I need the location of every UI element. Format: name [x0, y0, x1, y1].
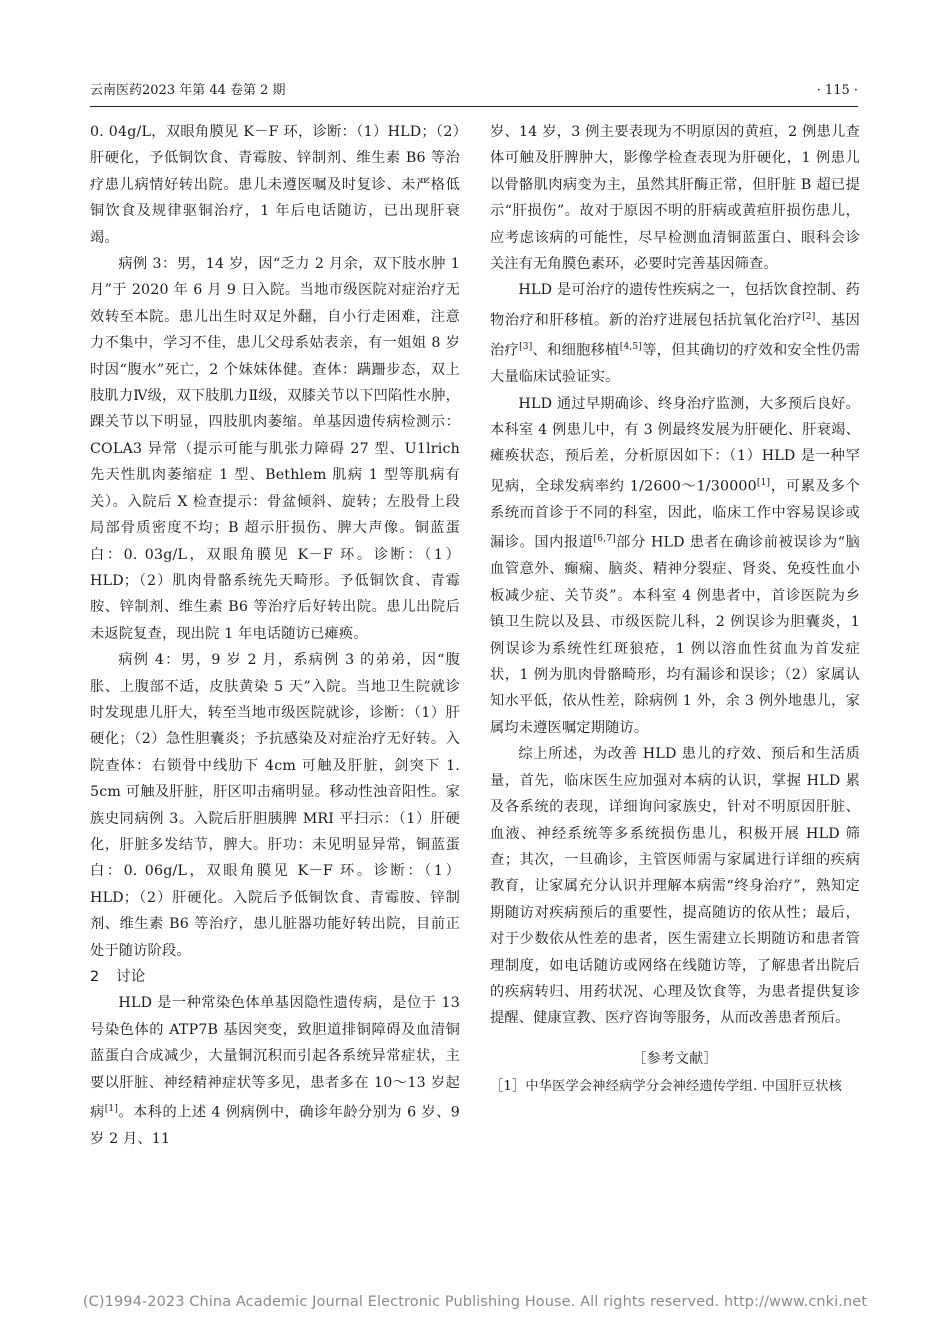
citation-4-5: [4,5]: [619, 341, 643, 352]
citation-1: [1]: [104, 1104, 119, 1115]
journal-name: 云南医药2023 年第 44 卷第 2 期: [90, 83, 286, 98]
header-rule: [90, 106, 858, 107]
citation-3: [3]: [519, 341, 533, 352]
reference-item-1: ［1］中华医学会神经病学分会神经遗传学组. 中国肝豆状核: [490, 1079, 843, 1095]
section-heading-discussion: [90, 964, 460, 990]
citation-1b: [1]: [756, 477, 771, 488]
discussion-paragraph-1: HLD 是一种常染色体单基因隐性遗传病，是位于 13 号染色体的 ATP7B 基因突变，致胆道排铜障碍及血清铜蓝蛋白合成减少，大量铜沉积而引起各系统异常症状，主要以肝脏、神经精神症状等多见，患者多在 10～13 岁起病[1]。本科的上述 4 例病例中，确诊年龄分别为 6 岁、9 岁 2 月、11: [90, 995, 460, 1148]
prognosis-paragraph: HLD 通过早期确诊、终身治疗监测，大多预后良好。本科室 4 例患儿中，有 3 例最终发展为肝硬化、肝衰竭、瘫痪状态，预后差，分析原因如下：（1）HLD 是一种罕见病，全球发病率约 1/2600～1/30000[1]，可累及多个系统而首诊于不同的科室，因此，临床工作中容易误诊或漏诊。国内报道[6,7]部分 HLD 患者在确诊前被误诊为“脑血管意外、癫痫、脑炎、精神分裂症、肾炎、免疫性血小板减少症、关节炎”。本科室 4 例患者中，首诊医院为乡镇卫生院以及县、市级医院儿科，2 例误诊为胆囊炎，1 例误诊为系统性红斑狼疮，1 例以溶血性贫血为首发症状，1 例为肌肉骨骼畸形，均有漏诊和误诊；（2）家属认知水平低，依从性差，除病例 1 外，余 3 例外地患儿，家属均未遵医嘱定期随访。: [490, 395, 860, 736]
left-column: [90, 119, 460, 1153]
running-header: [90, 80, 858, 102]
references-heading: ［参考文献］: [632, 1050, 718, 1067]
citation-2: [2]: [802, 311, 816, 322]
conclusion-paragraph: 综上所述，为改善 HLD 患儿的疗效、预后和生活质量，首先，临床医生应加强对本病的认识，掌握 HLD 累及各系统的表现，详细询问家族史，针对不明原因肝脏、血液、神经系统等多系统损伤患儿，积极开展 HLD 筛查；其次，一旦确诊，主管医师需与家属进行详细的疾病教育，让家属充分认识并理解本病需“终身治疗”，熟知定期随访对疾病预后的重要性，提高随访的依从性；最后，对于少数依从性差的患者，医生需建立长期随访和患者管理制度，如电话随访或网络在线随访等，了解患者出院后的疾病转归、用药状况、心理及饮食等，为患者提供复诊提醒、健康宣教、医疗咨询等服务，从而改善患者预后。: [490, 746, 860, 1027]
page-number: · 115 ·: [816, 83, 858, 98]
citation-6-7: [6,7]: [593, 534, 616, 545]
treatment-paragraph: HLD 是可治疗的遗传性疾病之一，包括饮食控制、药物治疗和肝移植。新的治疗进展包括抗氧化治疗[2]、基因治疗[3]、和细胞移植[4,5]等，但其确切的疗效和安全性仍需大量临床试验证实。: [490, 282, 861, 386]
section-title: 讨论: [116, 969, 146, 985]
copyright-footer: (C)1994-2023 China Academic Journal Electronic Publishing House. All rights reserved. http://www.cnki.net: [82, 1294, 868, 1310]
case4-paragraph: 病例 4：男，9 岁 2 月，系病例 3 的弟弟，因“腹胀、上腹部不适，皮肤黄染 5 天”入院。当地卫生院就诊时发现患儿肝大，转至当地市级医院就诊，诊断：（1）肝硬化；（2）急性胆囊炎；予抗感染及对症治疗无好转。入院查体：右锁骨中线肋下 4cm 可触及肝脏，剑突下 1. 5cm 可触及肝脏，肝区叩击痛明显。移动性浊音阳性。家族史同病例 3。入院后肝胆胰脾 MRI 平扫示：（1）肝硬化，肝脏多发结节，脾大。肝功：未见明显异常，铜蓝蛋白：0. 06g/L，双眼角膜见 K－F 环。诊断：（1）HLD；（2）肝硬化。入院后予低铜饮食、青霉胺、锌制剂、维生素 B6 等治疗，患儿脏器功能好转出院，目前正处于随访阶段。: [90, 652, 460, 959]
discussion-paragraph-1-continued: 岁、14 岁，3 例主要表现为不明原因的黄疸，2 例患儿查体可触及肝脾肿大，影像学检查表现为肝硬化，1 例患儿以骨骼肌肉病变为主，虽然其肝酶正常，但肝脏 B 超已提示“肝损伤”。故对于原因不明的肝病或黄疸肝损伤患儿，应考虑该病的可能性，尽早检测血清铜蓝蛋白、眼科会诊关注有无角膜色素环，必要时完善基因筛查。: [490, 124, 860, 273]
right-column: [490, 119, 860, 1098]
case2-continued-paragraph: 0. 04g/L，双眼角膜见 K－F 环，诊断：（1）HLD；（2）肝硬化，予低铜饮食、青霉胺、锌制剂、维生素 B6 等治疗患儿病情好转出院。患儿未遵医嘱及时复诊、未严格低铜饮食及规律驱铜治疗，1 年后电话随访，已出现肝衰竭。: [90, 124, 460, 246]
section-number: 2: [90, 969, 100, 985]
case3-paragraph: 病例 3：男，14 岁，因“乏力 2 月余，双下肢水肿 1 月”于 2020 年 6 月 9 日入院。当地市级医院对症治疗无效转至本院。患儿出生时双足外翻，自小行走困难，注意力不集中，学习不佳，患儿父母系姑表亲，有一姐姐 8 岁时因“腹水”死亡，2 个妹妹体健。查体：蹒跚步态，双上肢肌力Ⅳ级，双下肢肌力Ⅱ级，双膝关节以下凹陷性水肿，踝关节以下明显，四肢肌肉萎缩。单基因遗传病检测示：COLA3 异常（提示可能与肌张力障碍 27 型、U1lrich 先天性肌肉萎缩症 1 型、Bethlem 肌病 1 型等肌病有关）。入院后 X 检查提示：骨盆倾斜、旋转；左股骨上段局部骨质密度不均；B 超示肝损伤、脾大声像。铜蓝蛋白：0. 03g/L，双眼角膜见 K－F 环。诊断：（1）HLD；（2）肌肉骨骼系统先天畸形。予低铜饮食、青霉胺、锌制剂、维生素 B6 等治疗后好转出院。患儿出院后未返院复查，现出院 1 年电话随访已瘫痪。: [90, 256, 460, 642]
